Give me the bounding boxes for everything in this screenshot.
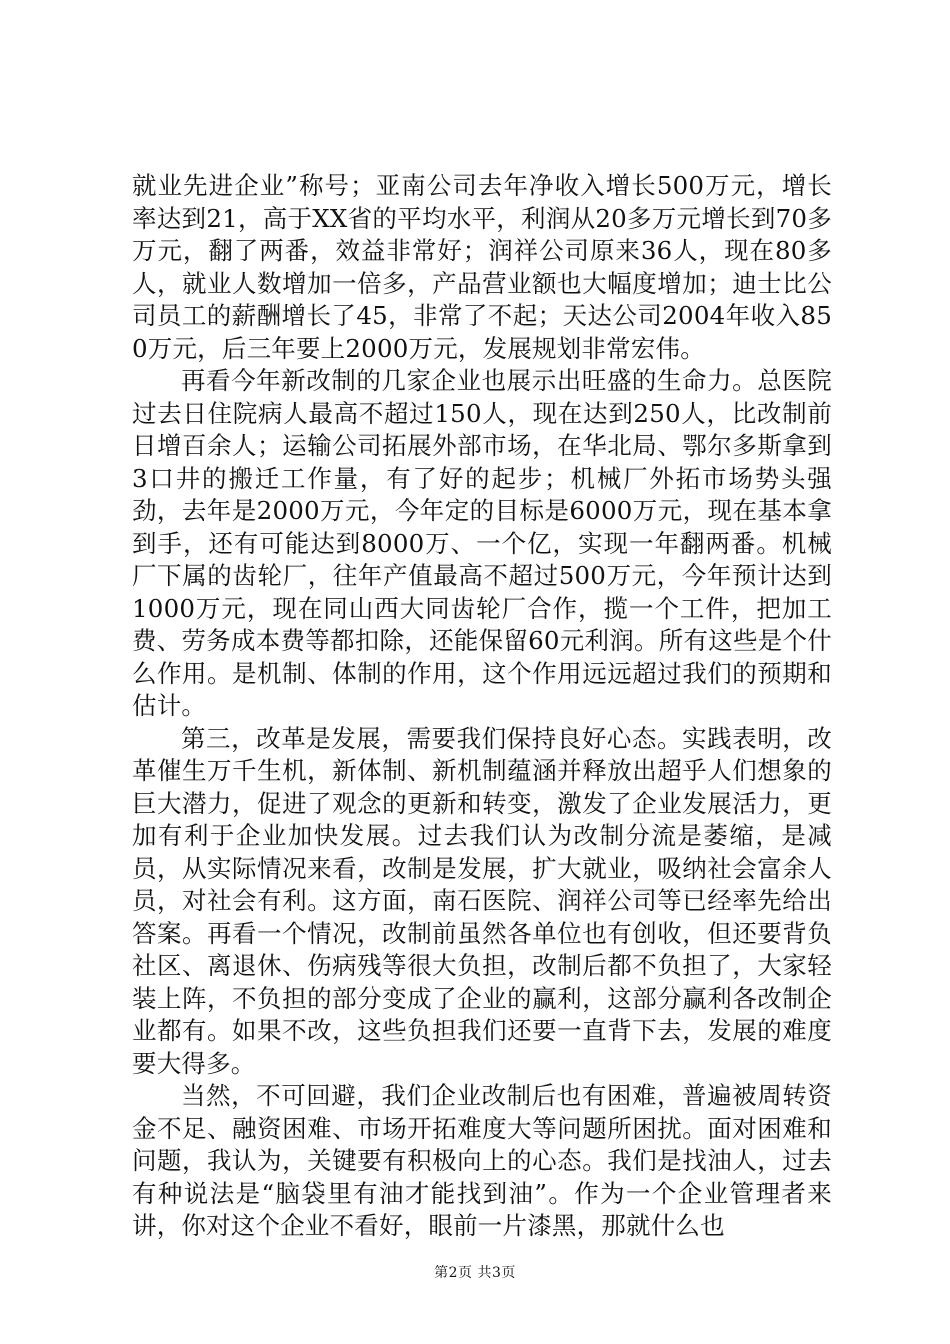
paragraph-3: 第三，改革是发展，需要我们保持良好心态。实践表明，改革催生万千生机，新体制、新机制蕴涵并释放出超乎人们想象的巨大潜力，促进了观念的更新和转变，激发了企业发展活力，更加有利于企业加快发展。过去我们认为改制分流是萎缩，是减员，从实际情况来看，改制是发展，扩大就业，吸纳社会富余人员，对社会有利。这方面，南石医院、润祥公司等已经率先给出答案。再看一个情况，改制前虽然各单位也有创收，但还要背负社区、离退休、伤病残等很大负担，改制后都不负担了，大家轻装上阵，不负担的部分变成了企业的赢利，这部分赢利各改制企业都有。如果不改，这些负担我们还要一直背下去，发展的难度要大得多。 — [132, 723, 832, 1078]
page-footer: 第2页 共3页 — [434, 1265, 516, 1281]
paragraph-1: 就业先进企业”称号；亚南公司去年净收入增长500万元，增长率达到21，高于XX省的平均水平，利润从20多万元增长到70多万元，翻了两番，效益非常好；润祥公司原来36人，现在80多人，就业人数增加一倍多，产品营业额也大幅度增加；迪士比公司员工的薪酬增长了45，非常了不起；天达公司2004年收入850万元，后三年要上2000万元，发展规划非常宏伟。 — [132, 171, 832, 363]
paragraph-2: 再看今年新改制的几家企业也展示出旺盛的生命力。总医院过去日住院病人最高不超过150人，现在达到250人，比改制前日增百余人；运输公司拓展外部市场，在华北局、鄂尔多斯拿到3口井的搬迁工作量，有了好的起步；机械厂外拓市场势头强劲，去年是2000万元，今年定的目标是6000万元，现在基本拿到手，还有可能达到8000万、一个亿，实现一年翻两番。机械厂下属的齿轮厂，往年产值最高不超过500万元，今年预计达到1000万元，现在同山西大同齿轮厂合作，揽一个工件，把加工费、劳务成本费等都扣除，还能保留60元利润。所有这些是个什么作用。是机制、体制的作用，这个作用远远超过我们的预期和估计。 — [132, 366, 832, 720]
document-body — [132, 170, 832, 1243]
paragraph-4: 当然，不可回避，我们企业改制后也有困难，普遍被周转资金不足、融资困难、市场开拓难度大等问题所困扰。面对困难和问题，我认为，关键要有积极向上的心态。我们是找油人，过去有种说法是“脑袋里有油才能找到油”。作为一个企业管理者来讲，你对这个企业不看好，眼前一片漆黑，那就什么也 — [132, 1081, 832, 1240]
